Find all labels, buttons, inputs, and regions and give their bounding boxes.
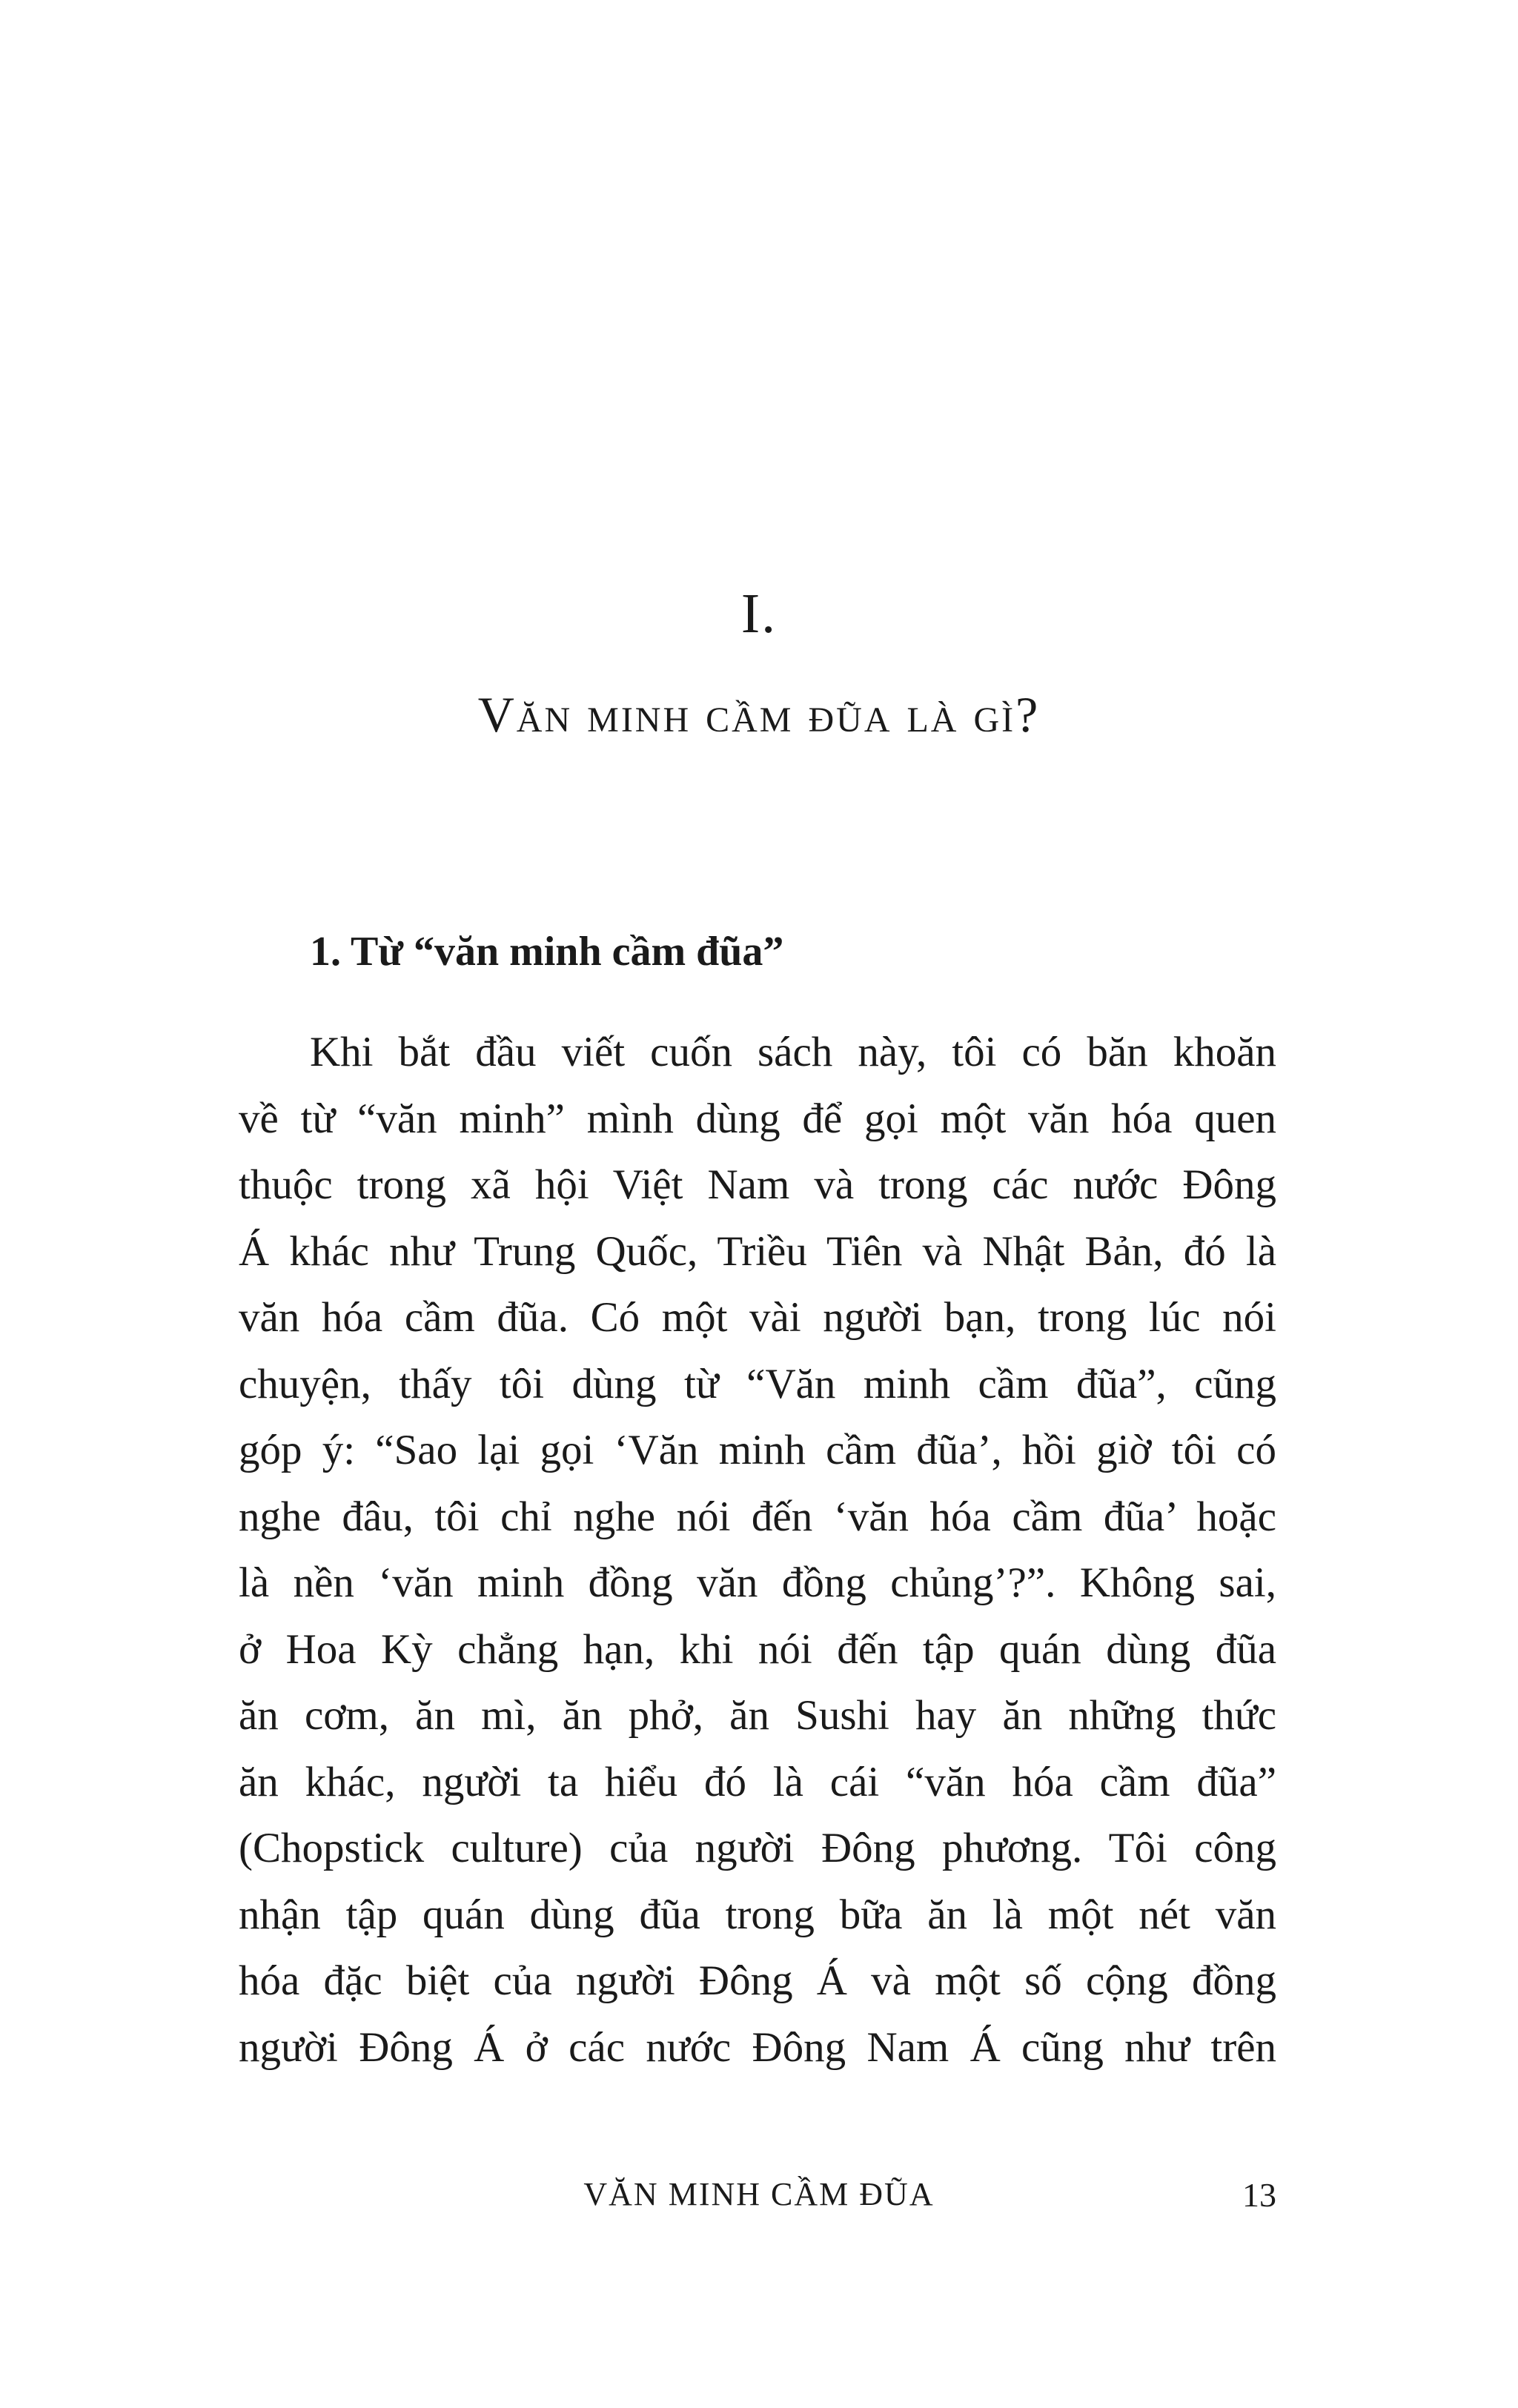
paragraph-line: ăn khác, người ta hiểu đó là cái “văn hóa cầm đũa” [239,1758,1276,1805]
paragraph-line: người Đông Á ở các nước Đông Nam Á cũng như trên [239,2023,1276,2071]
paragraph-line: góp ý: “Sao lại gọi ‘Văn minh cầm đũa’, hồi giờ tôi có [239,1427,1276,1473]
paragraph-line: về từ “văn minh” mình dùng để gọi một văn hóa quen [239,1095,1276,1142]
paragraph-line: ở Hoa Kỳ chẳng hạn, khi nói đến tập quán dùng đũa [239,1625,1276,1673]
paragraph-line: Khi bắt đầu viết cuốn sách này, tôi có băn khoăn [310,1029,1276,1075]
paragraph-line: chuyện, thấy tôi dùng từ “Văn minh cầm đũa”, cũng [239,1360,1276,1407]
paragraph-line: nhận tập quán dùng đũa trong bữa ăn là một nét văn [239,1891,1276,1938]
paragraph-line: nghe đâu, tôi chỉ nghe nói đến ‘văn hóa cầm đũa’ hoặc [239,1493,1276,1540]
body-paragraph [239,1019,1276,2080]
paragraph-line: Á khác như Trung Quốc, Triều Tiên và Nhật Bản, đó là [239,1227,1276,1275]
paragraph-line: thuộc trong xã hội Việt Nam và trong các nước Đông [239,1161,1276,1208]
page-number: 13 [1242,2176,1276,2214]
section-heading: 1. Từ “văn minh cầm đũa” [310,929,784,975]
paragraph-line: hóa đặc biệt của người Đông Á và một số cộng đồng [239,1957,1276,2004]
chapter-title: Văn minh cầm đũa là gì? [477,686,1041,743]
paragraph-line: là nền ‘văn minh đồng văn đồng chủng’?”. Không sai, [239,1559,1276,1606]
paragraph-line: ăn cơm, ăn mì, ăn phở, ăn Sushi hay ăn những thức [239,1692,1276,1739]
chapter-number: I. [740,583,778,645]
paragraph-line: (Chopstick culture) của người Đông phương. Tôi công [239,1825,1276,1871]
paragraph-line: văn hóa cầm đũa. Có một vài người bạn, trong lúc nói [239,1294,1276,1341]
running-title: VĂN MINH CẦM ĐŨA [583,2176,935,2212]
